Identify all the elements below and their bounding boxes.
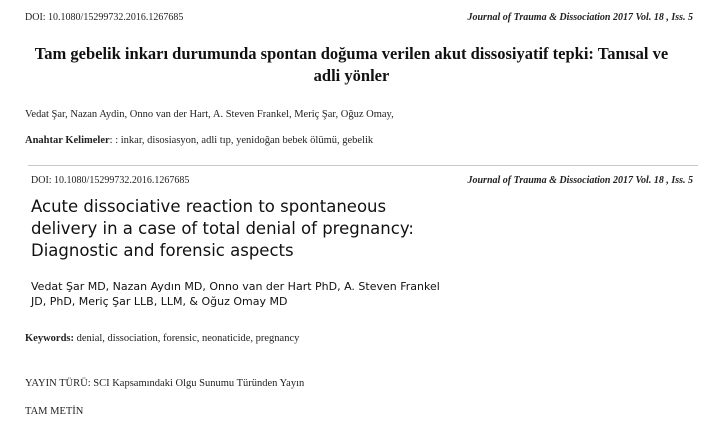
author-line: Vedat Şar MD, Nazan Aydın MD, Onno van der Hart PhD, A. Steven Frankel (31, 280, 440, 293)
keywords-value: : : inkar, disosiasyon, adli tıp, yenidoğan bebek ölümü, gebelik (109, 135, 374, 146)
doi-text: DOI: 10.1080/15299732.2016.1267685 (25, 12, 184, 23)
author-list-english (31, 279, 451, 309)
keywords-english (25, 333, 299, 344)
journal-citation: Journal of Trauma & Dissociation 2017 Vol. 18 , Iss. 5 (467, 175, 693, 186)
article-title-english (31, 196, 451, 262)
title-line: adli yönler (313, 66, 390, 85)
title-line: Tam gebelik inkarı durumunda spontan doğuma verilen akut dissosiyatif tepki: Tanısal ve (34, 44, 669, 63)
title-line: Acute dissociative reaction to spontaneous (31, 197, 387, 216)
keywords-label: Keywords: (25, 333, 74, 344)
title-line: delivery in a case of total denial of pregnancy: (31, 219, 414, 238)
doi-text: DOI: 10.1080/15299732.2016.1267685 (31, 175, 190, 186)
keywords-value: denial, dissociation, forensic, neonaticide, pregnancy (74, 333, 300, 344)
article-title-turkish (10, 43, 693, 87)
title-line: Diagnostic and forensic aspects (31, 241, 294, 260)
section-divider (28, 165, 698, 166)
author-line: JD, PhD, Meriç Şar LLB, LLM, & Oğuz Omay MD (31, 295, 288, 308)
journal-citation: Journal of Trauma & Dissociation 2017 Vol. 18 , Iss. 5 (467, 12, 693, 23)
full-text-label: TAM METİN (25, 406, 84, 417)
publication-type: YAYIN TÜRÜ: SCI Kapsamındaki Olgu Sunumu Türünden Yayın (25, 378, 305, 389)
keywords-label: Anahtar Kelimeler (25, 135, 110, 146)
author-list-turkish: Vedat Şar, Nazan Aydin, Onno van der Hart, A. Steven Frankel, Meriç Şar, Oğuz Omay, (25, 109, 394, 120)
keywords-turkish (25, 135, 373, 146)
